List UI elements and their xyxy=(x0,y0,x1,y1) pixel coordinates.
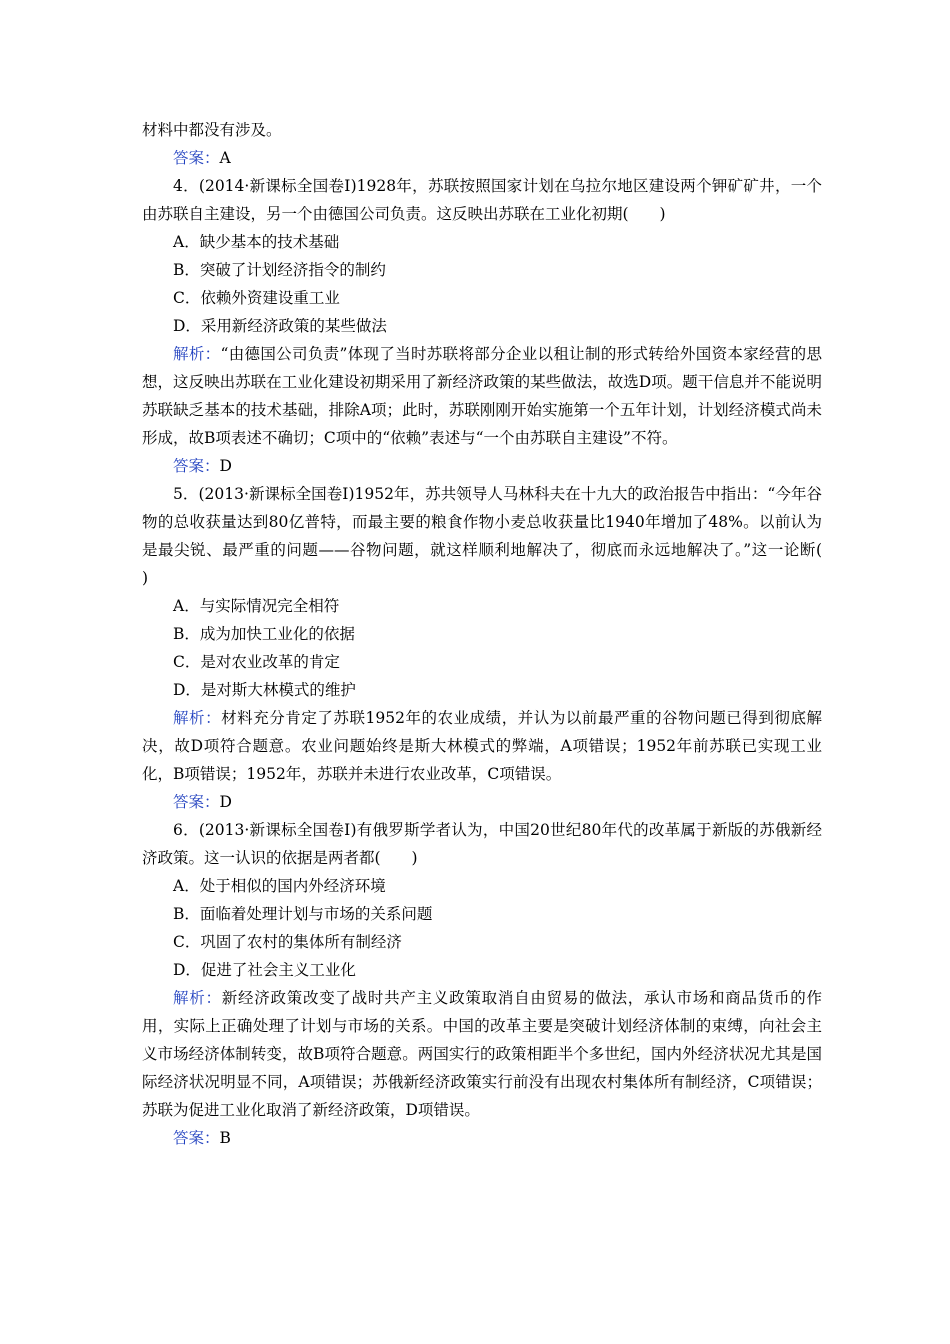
document-page xyxy=(142,116,854,1152)
answer-label: 答案： xyxy=(173,149,220,167)
answer-label: 答案： xyxy=(173,793,220,811)
question-stem-4: 4．(2014·新课标全国卷Ⅰ)1928年，苏联按照国家计划在乌拉尔地区建设两个钾矿矿井，一个由苏联自主建设，另一个由德国公司负责。这反映出苏联在工业化初期( ) xyxy=(142,177,822,223)
analysis-label: 解析： xyxy=(173,989,222,1007)
answer-line-q3 xyxy=(142,144,822,172)
answer-label: 答案： xyxy=(173,457,220,475)
question-stem-6: 6．(2013·新课标全国卷Ⅰ)有俄罗斯学者认为，中国20世纪80年代的改革属于新版的苏俄新经济政策。这一认识的依据是两者都( ) xyxy=(142,821,822,867)
answer-line-6 xyxy=(142,1124,822,1152)
answer-value: D xyxy=(219,793,232,811)
option-5b: B．成为加快工业化的依据 xyxy=(173,625,355,643)
option-4b: B．突破了计划经济指令的制约 xyxy=(173,261,386,279)
answer-value: B xyxy=(219,1129,231,1147)
option-5d: D．是对斯大林模式的维护 xyxy=(173,681,356,699)
option-6d: D．促进了社会主义工业化 xyxy=(173,961,356,979)
answer-line-4 xyxy=(142,452,822,480)
answer-value: A xyxy=(219,149,231,167)
answer-line-5 xyxy=(142,788,822,816)
option-4a: A．缺少基本的技术基础 xyxy=(173,233,340,251)
analysis-text: 材料充分肯定了苏联1952年的农业成绩，并认为以前最严重的谷物问题已得到彻底解决，故D项符合题意。农业问题始终是斯大林模式的弊端，A项错误；1952年前苏联已实现工业化，B项错误；1952年，苏联并未进行农业改革，C项错误。 xyxy=(142,709,822,783)
analysis-label: 解析： xyxy=(173,709,222,727)
option-6b: B．面临着处理计划与市场的关系问题 xyxy=(173,905,433,923)
option-4d: D．采用新经济政策的某些做法 xyxy=(173,317,387,335)
analysis-text: 新经济政策改变了战时共产主义政策取消自由贸易的做法，承认市场和商品货币的作用，实际上正确处理了计划与市场的关系。中国的改革主要是突破计划经济体制的束缚，向社会主义市场经济体制转变，故B项符合题意。两国实行的政策相距半个多世纪，国内外经济状况尤其是国际经济状况明显不同，A项错误；苏俄新经济政策实行前没有出现农村集体所有制经济，C项错误；苏联为促进工业化取消了新经济政策，D项错误。 xyxy=(142,989,822,1119)
option-4c: C．依赖外资建设重工业 xyxy=(173,289,340,307)
analysis-4 xyxy=(142,340,822,452)
analysis-label: 解析： xyxy=(173,345,221,363)
analysis-5 xyxy=(142,704,822,788)
analysis-text: “由德国公司负责”体现了当时苏联将部分企业以租让制的形式转给外国资本家经营的思想，这反映出苏联在工业化建设初期采用了新经济政策的某些做法，故选D项。题干信息并不能说明苏联缺乏基本的技术基础，排除A项；此时，苏联刚刚开始实施第一个五年计划，计划经济模式尚未形成，故B项表述不确切；C项中的“依赖”表述与“一个由苏联自主建设”不符。 xyxy=(142,345,822,447)
option-6a: A．处于相似的国内外经济环境 xyxy=(173,877,386,895)
question-stem-5: 5．(2013·新课标全国卷Ⅰ)1952年，苏共领导人马林科夫在十九大的政治报告中指出：“今年谷物的总收获量达到80亿普特，而最主要的粮食作物小麦总收获量比1940年增加了48%。以前认为是最尖锐、最严重的问题——谷物问题，就这样顺利地解决了，彻底而永远地解决了。”这一论断( ) xyxy=(142,485,854,587)
answer-label: 答案： xyxy=(173,1129,220,1147)
option-5c: C．是对农业改革的肯定 xyxy=(173,653,340,671)
intro-text: 材料中都没有涉及。 xyxy=(142,121,282,139)
analysis-6 xyxy=(142,984,822,1124)
option-5a: A．与实际情况完全相符 xyxy=(173,597,340,615)
option-6c: C．巩固了农村的集体所有制经济 xyxy=(173,933,402,951)
answer-value: D xyxy=(219,457,232,475)
